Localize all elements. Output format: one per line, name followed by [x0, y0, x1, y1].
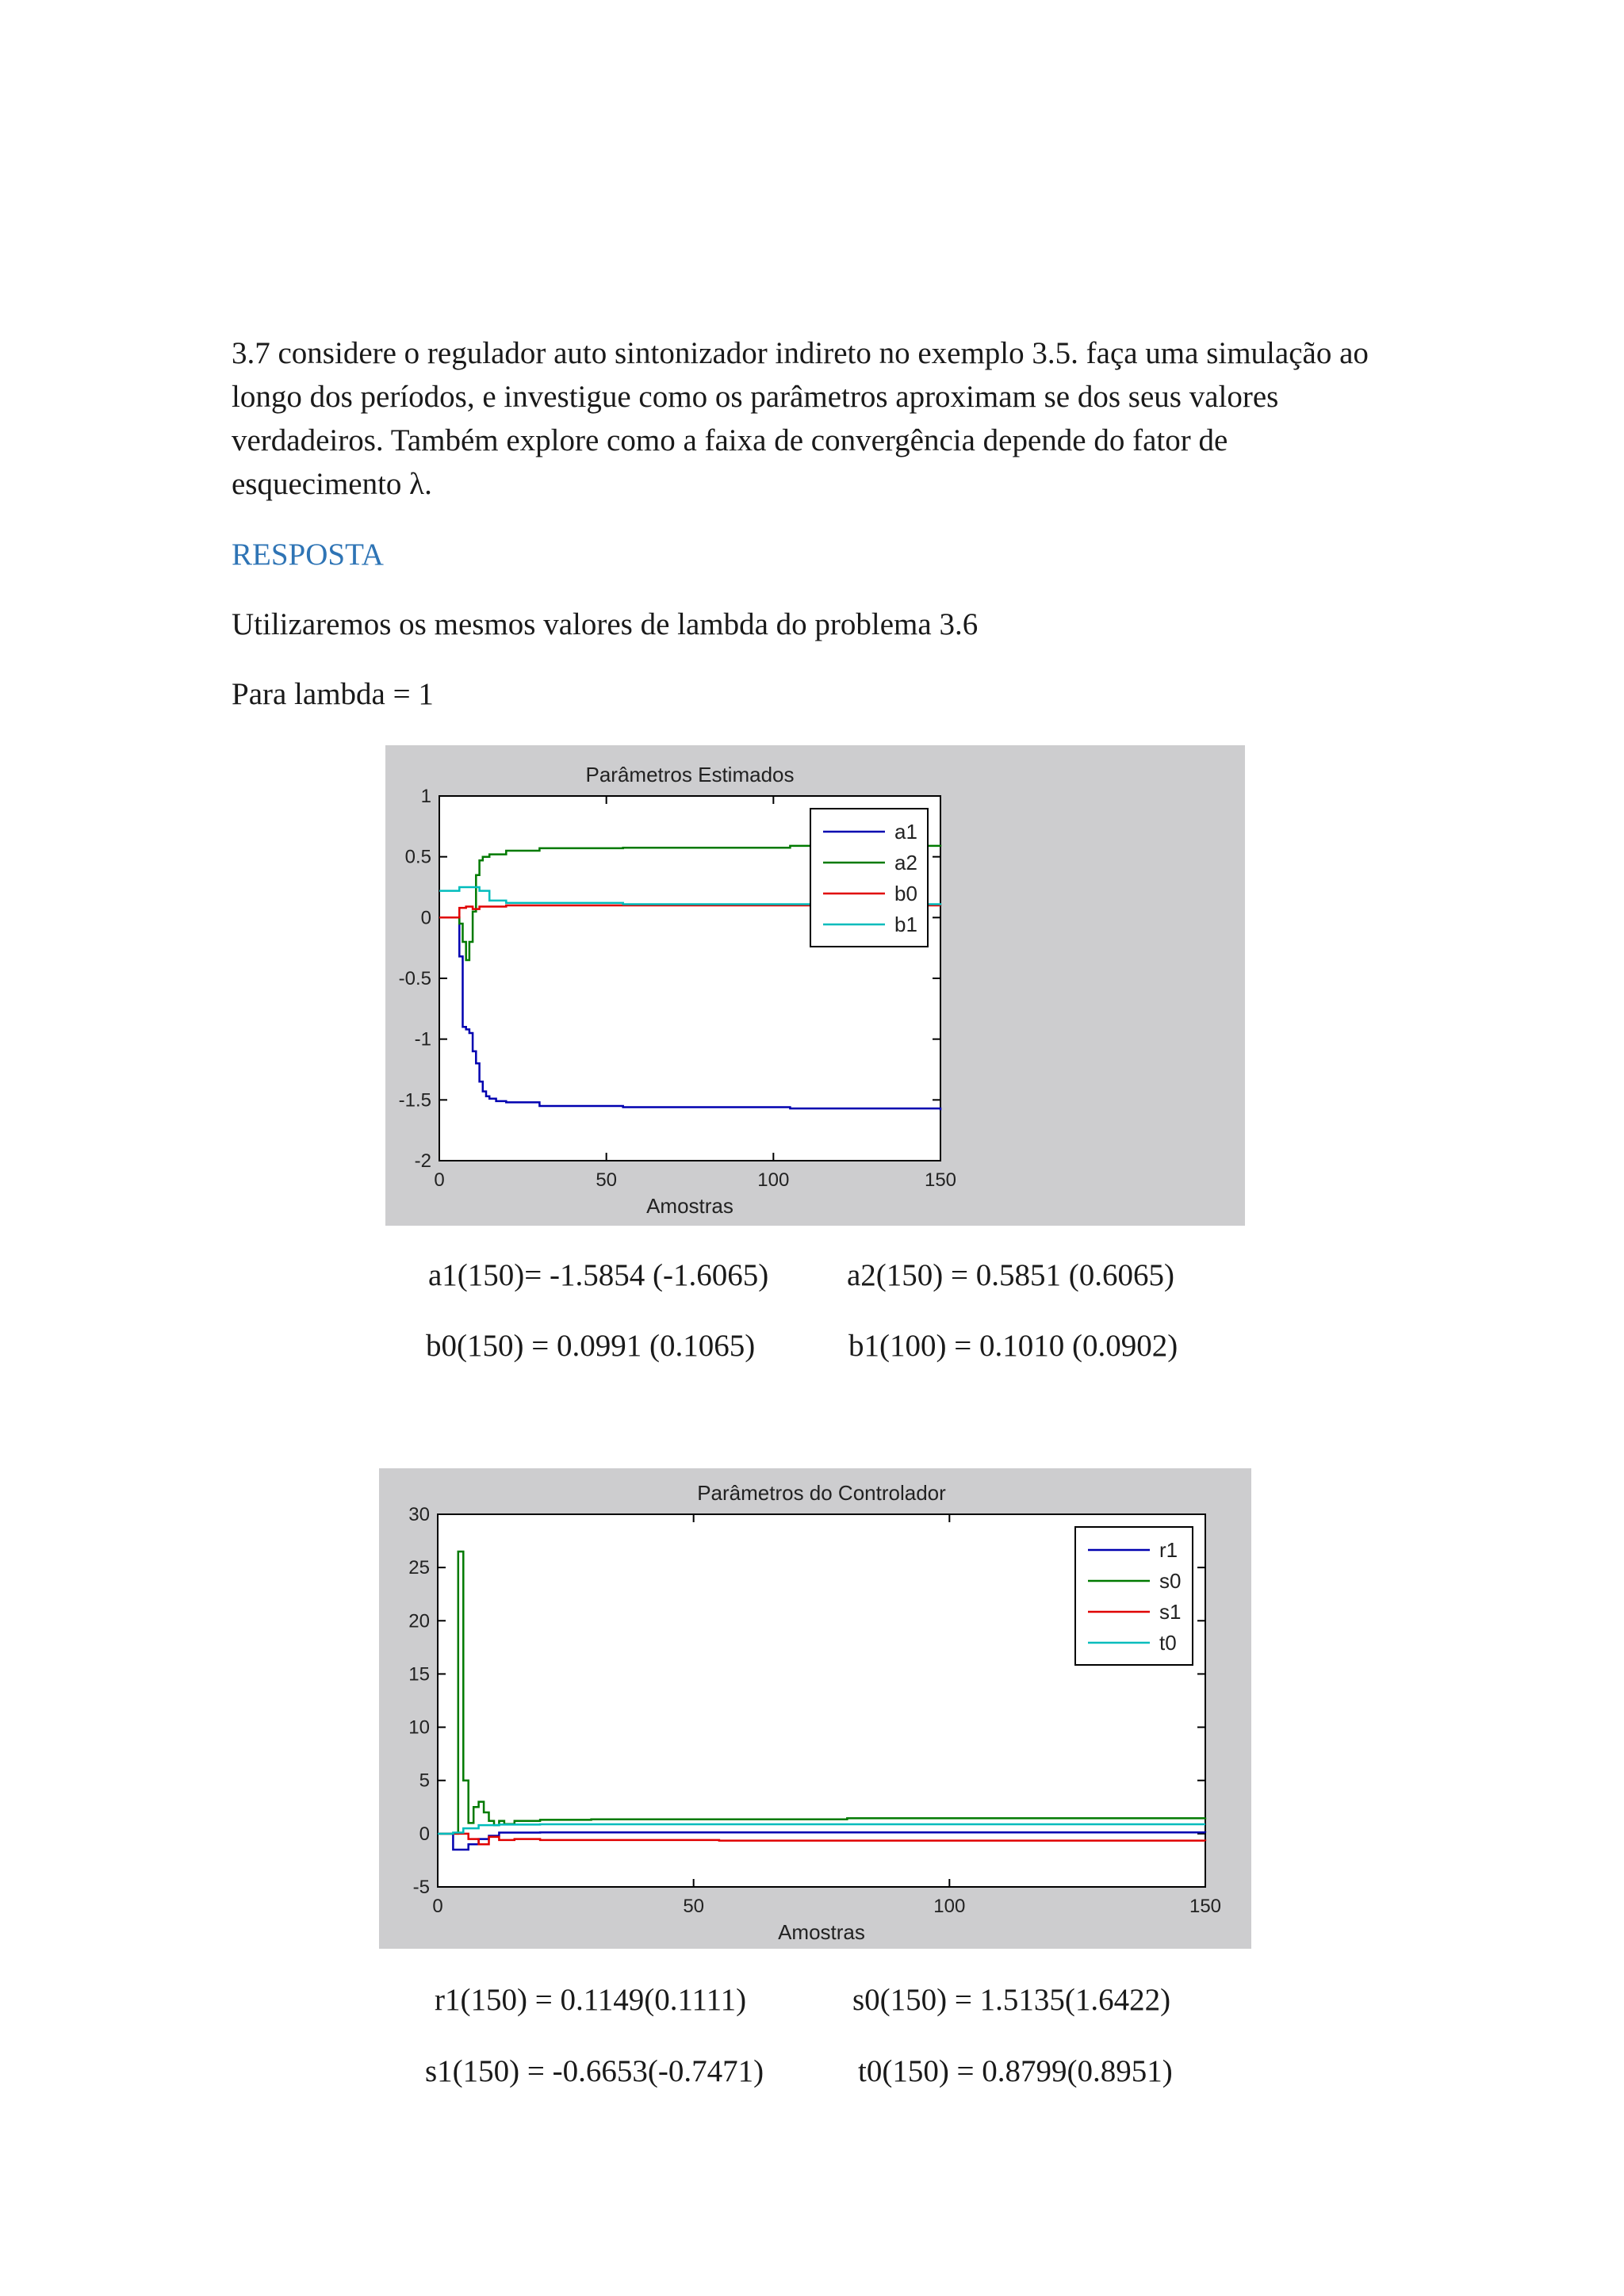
x-tick-label: 100: [933, 1896, 966, 1917]
x-tick-label: 150: [924, 1169, 957, 1191]
chart-title: Parâmetros Estimados: [585, 763, 795, 786]
y-tick-label: 25: [408, 1557, 430, 1579]
y-tick-label: -2: [414, 1150, 431, 1172]
legend-label-s0: s0: [1159, 1569, 1182, 1593]
x-axis-label: Amostras: [646, 1194, 733, 1218]
x-tick-label: 0: [432, 1896, 443, 1917]
x-tick-label: 150: [1189, 1896, 1222, 1917]
y-tick-label: 0: [419, 1823, 430, 1845]
y-tick-label: 15: [408, 1663, 430, 1686]
x-tick-label: 100: [757, 1169, 790, 1191]
y-tick-label: 10: [408, 1716, 430, 1739]
x-tick-label: 0: [434, 1169, 445, 1191]
result-s1: s1(150) = -0.6653(-0.7471): [425, 2054, 764, 2088]
controller-parameters-figure: [379, 1468, 1251, 1949]
y-tick-label: -1.5: [398, 1089, 431, 1112]
x-axis-label: Amostras: [778, 1920, 865, 1944]
y-tick-label: 5: [419, 1770, 430, 1792]
estimated-parameters-figure: [385, 745, 1245, 1226]
legend-label-t0: t0: [1159, 1631, 1177, 1655]
estimated-parameters-chart: [385, 745, 1245, 1226]
y-tick-label: 30: [408, 1504, 430, 1525]
chart-title: Parâmetros do Controlador: [697, 1481, 946, 1505]
legend-label-s1: s1: [1159, 1600, 1182, 1624]
y-tick-label: 0: [420, 907, 431, 929]
y-tick-label: -5: [412, 1877, 430, 1898]
result-b0: b0(150) = 0.0991 (0.1065): [426, 1329, 756, 1363]
result-r1: r1(150) = 0.1149(0.1111): [435, 1983, 747, 2017]
x-tick-label: 50: [683, 1896, 705, 1917]
lambda-values-paragraph: Utilizaremos os mesmos valores de lambda do problema 3.6: [232, 607, 979, 641]
y-tick-label: 1: [420, 786, 431, 807]
result-s0: s0(150) = 1.5135(1.6422): [852, 1983, 1171, 2017]
y-tick-label: 0.5: [404, 846, 431, 868]
y-tick-label: 20: [408, 1610, 430, 1632]
legend-label-a2: a2: [894, 851, 917, 874]
x-tick-label: 50: [596, 1169, 618, 1191]
answer-heading: RESPOSTA: [232, 538, 384, 572]
legend-label-b0: b0: [894, 882, 917, 905]
legend-label-b1: b1: [894, 913, 917, 936]
result-b1: b1(100) = 0.1010 (0.0902): [848, 1329, 1178, 1363]
y-tick-label: -0.5: [398, 968, 431, 989]
legend-label-a1: a1: [894, 820, 917, 844]
controller-parameters-chart: [379, 1468, 1251, 1949]
y-tick-label: -1: [414, 1028, 431, 1050]
result-a2: a2(150) = 0.5851 (0.6065): [847, 1258, 1175, 1292]
result-a1: a1(150)= -1.5854 (-1.6065): [428, 1258, 769, 1292]
legend-label-r1: r1: [1159, 1538, 1178, 1562]
lambda-1-paragraph: Para lambda = 1: [232, 677, 434, 711]
problem-statement: 3.7 considere o regulador auto sintonizador indireto no exemplo 3.5. faça uma simulação ao longo dos períodos, e investigue como os parâmetros aproximam se dos seus valores verdadeiros. Também explore como a faixa de convergência depende do fator de esquecimento λ.: [232, 336, 1369, 501]
result-t0: t0(150) = 0.8799(0.8951): [858, 2054, 1173, 2088]
